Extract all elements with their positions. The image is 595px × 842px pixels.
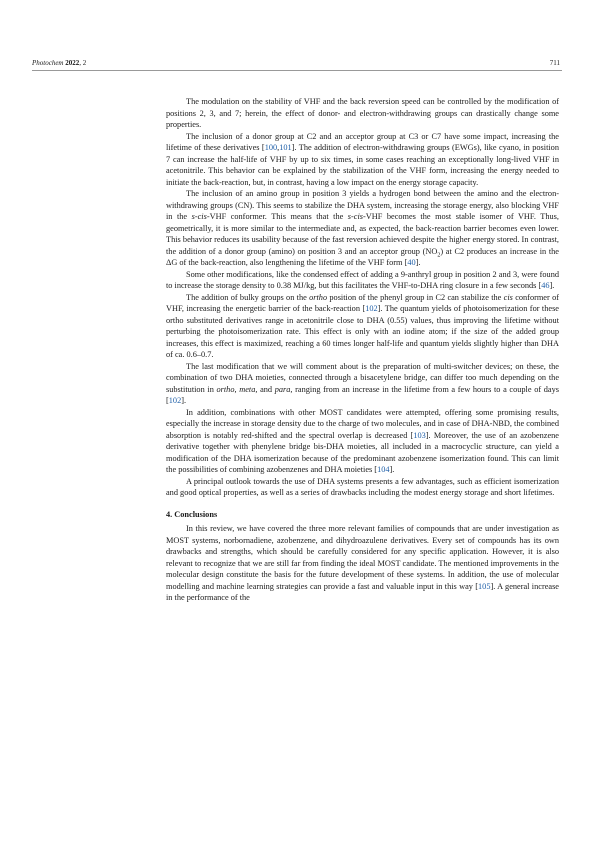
paragraph-8 — [166, 476, 559, 499]
paragraph-4 — [166, 269, 559, 292]
text-run: The inclusion of an amino group in position 3 yields a hydrogen bond between the amino and the electron-withdrawing groups (CN). This seems to stabilize the DHA system, increasing the storage energy, also blocking VHF in the — [166, 189, 559, 221]
text-run: In this review, we have covered the three more relevant families of compounds that are under investigation as MOST systems, norbornadiene, azobenzene, and dihydroazulene derivatives. Every set of compounds has its own drawbacks and strengths, which should be carefully considered for any specific application. However, it is also relevant to recognize that we are still far from finding the ideal MOST candidate. The mentioned improvements in the molecular design constitute the basis for the future development of these systems. In addition, the use of molecular modelling and machine learning strategies can provide a fast and valuable input in this way [ — [166, 524, 559, 591]
paragraph-2 — [166, 131, 559, 189]
italic-text: ortho — [309, 292, 328, 302]
text-run: , and — [255, 384, 275, 394]
journal-citation — [32, 57, 86, 69]
text-run: The inclusion of a donor group at C2 and an acceptor group at C3 or C7 have some impact, increasing the lifetime of these derivatives [ — [166, 131, 559, 152]
journal-year: 2022 — [65, 59, 80, 67]
citation-link[interactable]: 101 — [279, 143, 292, 152]
italic-text: meta — [239, 384, 256, 394]
text-run: Some other modifications, like the condensed effect of adding a 9-anthryl group in position 2 and 3, were found to increase the storage density to 0.38 MJ/kg, but this facilitates the VHF-to-DHA ring closure in a few seconds [ — [166, 269, 559, 290]
text-run: The last modification that we will comment about is the preparation of multi-switcher devices; on these, the combination of two DHA moieties, connected through a bisacetylene bridge, can differ too much depending on the substitution in — [166, 361, 559, 394]
text-run: The modulation on the stability of VHF and the back reversion speed can be controlled by the modification of positions 2, 3, and 7; herein, the effect of donor- and electron-withdrawing groups can drastically change some properties. — [166, 97, 559, 129]
italic-text: cis — [503, 292, 513, 302]
text-run: ]. — [415, 258, 421, 267]
italic-text: para — [274, 384, 291, 394]
paragraph-6 — [166, 361, 559, 407]
citation-link[interactable]: 46 — [541, 281, 550, 290]
text-run: ) at C2 produces an increase in the ΔG of the back-reaction, also lengthening the lifetime of the VHF form [ — [166, 246, 559, 267]
citation-link[interactable]: 100 — [264, 143, 278, 152]
text-run: ]. Moreover, the use of an azobenzene derivative together with phenylene bridge bis-DHA moieties, all included in a macrocyclic structure, can yield a modification of the DHA isomerization because of the predominant azobenzene isomerization found. This can limit the possibilities of combining azobenzenes and DHA moieties [ — [166, 430, 559, 474]
journal-volume: , 2 — [79, 59, 87, 67]
section-heading: 4. Conclusions — [166, 509, 218, 519]
citation-link[interactable]: 40 — [407, 258, 416, 267]
text-run: ]. The addition of electron-withdrawing groups (EWGs), like cyano, in position 7 can increase the half-life of VHF by up to six times, in some cases reaching an exceptionally long-lived VHF in acetonitrile. This behavior can be explained by the stabilization of the VHF form, increasing the energy needed to initiate the back-reaction, but, in contrast, having a low impact on the energy storage capacity. — [166, 143, 559, 187]
page-header — [32, 57, 562, 69]
italic-text: ortho — [216, 384, 235, 394]
text-run: ]. — [389, 465, 395, 474]
text-run: ]. — [181, 396, 187, 405]
text-run: , — [277, 143, 280, 152]
page-number: 711 — [549, 59, 560, 67]
text-run: In addition, combinations with other MOST candidates were attempted, offering some promising results, especially the increase in storage density due to the charge of two molecules, and in case of DHA-NBD, the combined absorption is notably red-shifted and the spectral overlap is decreased [ — [166, 407, 559, 440]
paragraph-5 — [166, 292, 559, 361]
text-run: -VHF becomes the most stable isomer of VHF. Thus, geometrically, it is more similar to the intermediate and, as expected, the back-reaction barrier becomes even lower. This behavior reduces its usability because of the fast reversion achieved despite the higher energy stored. In contrast, the addition of a donor group (amino) on position 3 and an acceptor group (NO — [166, 212, 559, 256]
subscript: 2 — [437, 252, 441, 259]
citation-link[interactable]: 102 — [365, 304, 378, 313]
text-run: The addition of bulky groups on the — [186, 292, 310, 302]
citation-link[interactable]: 102 — [168, 396, 182, 405]
citation-link[interactable]: 104 — [377, 465, 390, 474]
text-run: A principal outlook towards the use of DHA systems presents a few advantages, such as efficient isomerization and good optical properties, as well as a series of drawbacks including the modest energy storage and short lifetimes. — [166, 476, 559, 497]
paragraph-3 — [166, 188, 559, 269]
text-run: ]. A general increase in the performance of the — [166, 581, 559, 602]
text-run: conformer of VHF, increasing the energetic barrier of the back-reaction [ — [166, 292, 559, 313]
citation-link[interactable]: 103 — [413, 430, 426, 440]
main-text — [166, 96, 559, 604]
paragraph-9 — [166, 523, 559, 604]
text-run: position of the phenyl group in C2 can stabilize the — [327, 292, 504, 302]
text-run: , ranging from an increase in the lifetime from a few hours to a couple of days [ — [166, 384, 559, 405]
italic-text: s-cis — [191, 212, 207, 221]
italic-text: s-cis — [347, 212, 364, 221]
paragraph-1 — [166, 96, 559, 131]
paragraph-7 — [166, 407, 559, 476]
text-run: , — [234, 384, 240, 394]
citation-link[interactable]: 105 — [478, 581, 491, 591]
journal-name: Photochem — [32, 59, 64, 67]
text-run: -VHF conformer. This means that the — [206, 212, 348, 221]
text-run: ]. The quantum yields of photoisomerization for these ortho substituted derivatives range in acetonitrile close to DHA (0.55) values, thus improving the lifetime without perturbing the photoisomerization rate. This effect is only with an iodine atom; if the size of the added group increases, this effect is maximized, reaching a 60 times longer half-life and quantum yields slightly higher than DHA of ca. 0.6–0.7. — [166, 304, 559, 359]
text-run: ]. — [549, 281, 555, 290]
header-divider — [32, 70, 562, 71]
